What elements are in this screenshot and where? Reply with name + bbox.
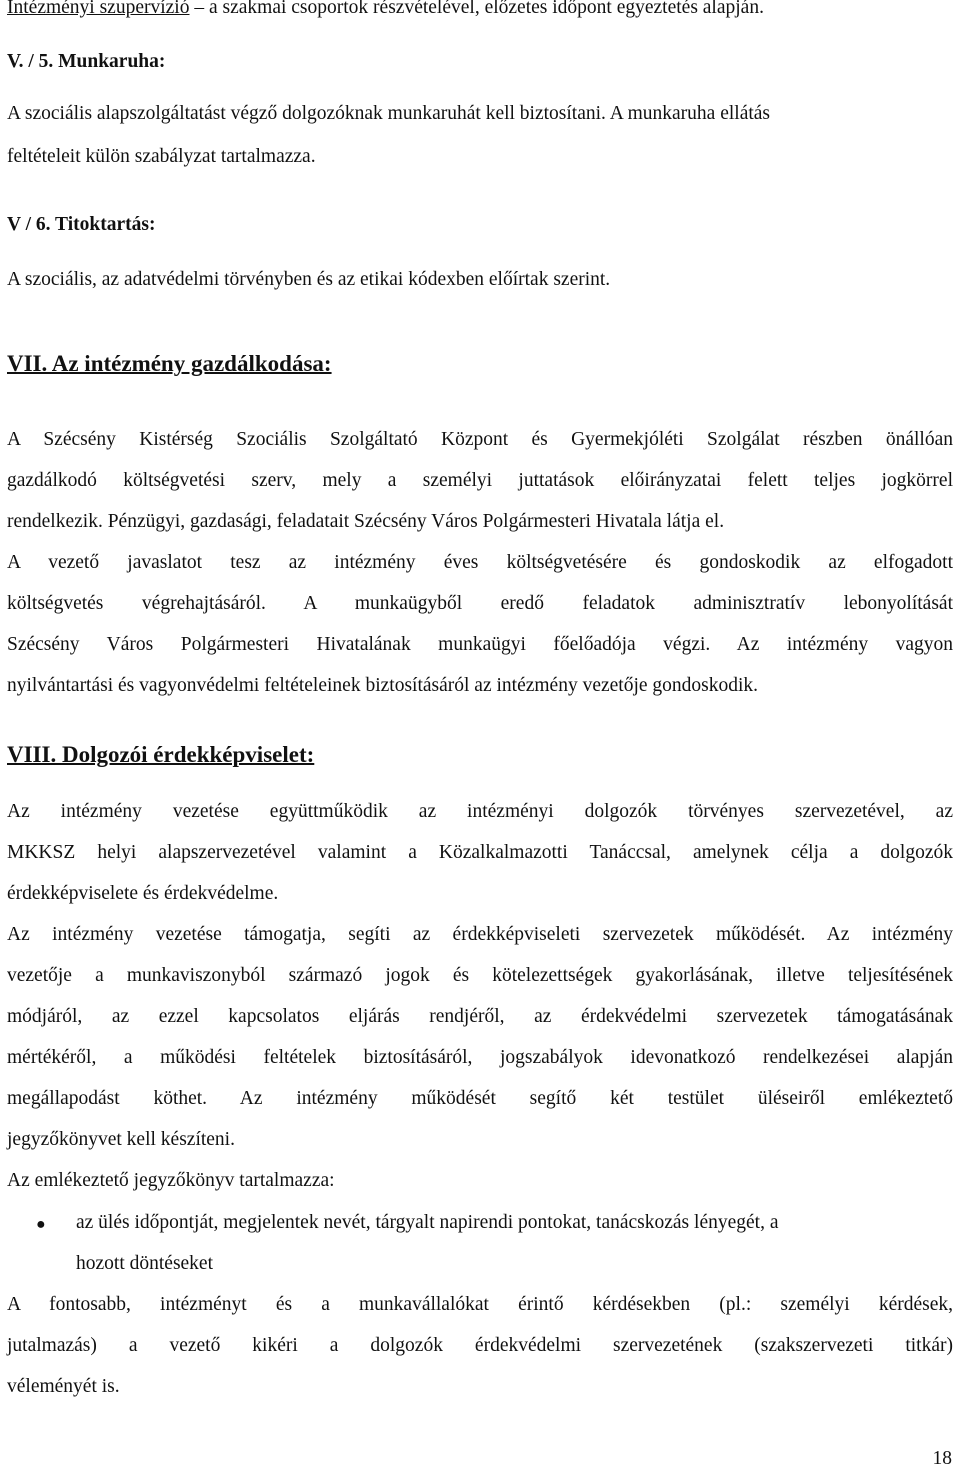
section-viii-line: Az intézmény vezetése támogatja, segíti az érdekképviseleti szervezetek működését. Az intézmény (7, 924, 953, 945)
section-vii-line: A vezető javaslatot tesz az intézmény éves költségvetésére és gondoskodik az elfogadott (7, 552, 953, 573)
section-viii-line: megállapodást köthet. Az intézmény működését segítő két testület üléseiről emlékeztető (7, 1088, 953, 1109)
section-viii-title: VIII. Dolgozói érdekképviselet: (7, 742, 315, 767)
section-vii-line: gazdálkodó költségvetési szerv, mely a személyi juttatások előirányzatai felett teljes jogkörrel (7, 470, 953, 491)
closing-line: véleményét is. (7, 1376, 120, 1397)
intro-line (7, 0, 764, 19)
section-viii-line: mértékéről, a működési feltételek biztosításáról, jogszabályok idevonatkozó rendelkezései alapján (7, 1047, 953, 1068)
section-v5-title: V. / 5. Munkaruha: (7, 51, 166, 72)
section-vii-line: A Szécsény Kistérség Szociális Szolgáltató Központ és Gyermekjóléti Szolgálat részben önállóan (7, 429, 953, 450)
section-v6-line: A szociális, az adatvédelmi törvényben és az etikai kódexben előírtak szerint. (7, 269, 611, 290)
section-viii-line: jegyzőkönyvet kell készíteni. (7, 1129, 235, 1150)
bullet-icon: ● (36, 1216, 46, 1233)
section-vii-line: költségvetés végrehajtásáról. A munkaügyből eredő feladatok adminisztratív lebonyolítását (7, 593, 953, 614)
page-number: 18 (932, 1448, 952, 1469)
section-viii-line: módjáról, az ezzel kapcsolatos eljárás rendjéről, az érdekvédelmi szervezetek támogatásának (7, 1006, 953, 1027)
bullet-item-line: hozott döntéseket (76, 1253, 214, 1274)
bullet-item-line: az ülés időpontját, megjelentek nevét, tárgyalt napirendi pontokat, tanácskozás lényegét, a (76, 1212, 779, 1233)
section-viii-line: érdekképviselete és érdekvédelme. (7, 883, 279, 904)
section-v6-number: V / 6. (7, 214, 51, 235)
section-v5-line: A szociális alapszolgáltatást végző dolgozóknak munkaruhát kell biztosítani. A munkaruha ellátás (7, 103, 771, 124)
section-viii-line: Az emlékeztető jegyzőkönyv tartalmazza: (7, 1170, 335, 1191)
section-v6-title-text: Titoktartás: (50, 214, 156, 235)
section-vii-line: rendelkezik. Pénzügyi, gazdasági, feladatait Szécsény Város Polgármesteri Hivatala látja el. (7, 511, 725, 532)
intro-rest: – a szakmai csoportok részvételével, előzetes időpont egyeztetés alapján. (189, 0, 764, 18)
intro-underlined: Intézményi szupervízió (7, 0, 190, 18)
section-viii-line: MKKSZ helyi alapszervezetével valamint a Közalkalmazotti Tanáccsal, amelynek célja a dolgozók (7, 842, 953, 863)
closing-line: jutalmazás) a vezető kikéri a dolgozók érdekvédelmi szervezetének (szakszervezeti titkár) (7, 1335, 953, 1356)
section-viii-line: Az intézmény vezetése együttműködik az intézményi dolgozók törvényes szervezetével, az (7, 801, 953, 822)
closing-line: A fontosabb, intézményt és a munkavállalókat érintő kérdésekben (pl.: személyi kérdések, (7, 1294, 953, 1315)
section-vii-line: nyilvántartási és vagyonvédelmi feltételeinek biztosításáról az intézmény vezetője gondoskodik. (7, 675, 759, 696)
section-v5-line: feltételeit külön szabályzat tartalmazza. (7, 146, 316, 167)
section-vii-title: VII. Az intézmény gazdálkodása: (7, 351, 332, 376)
section-v6-title (7, 214, 155, 236)
section-viii-line: vezetője a munkaviszonyból származó jogok és kötelezettségek gyakorlásának, illetve teljesítésének (7, 965, 953, 986)
section-vii-line: Szécsény Város Polgármesteri Hivatalának munkaügyi főelőadója végzi. Az intézmény vagyon (7, 634, 953, 655)
